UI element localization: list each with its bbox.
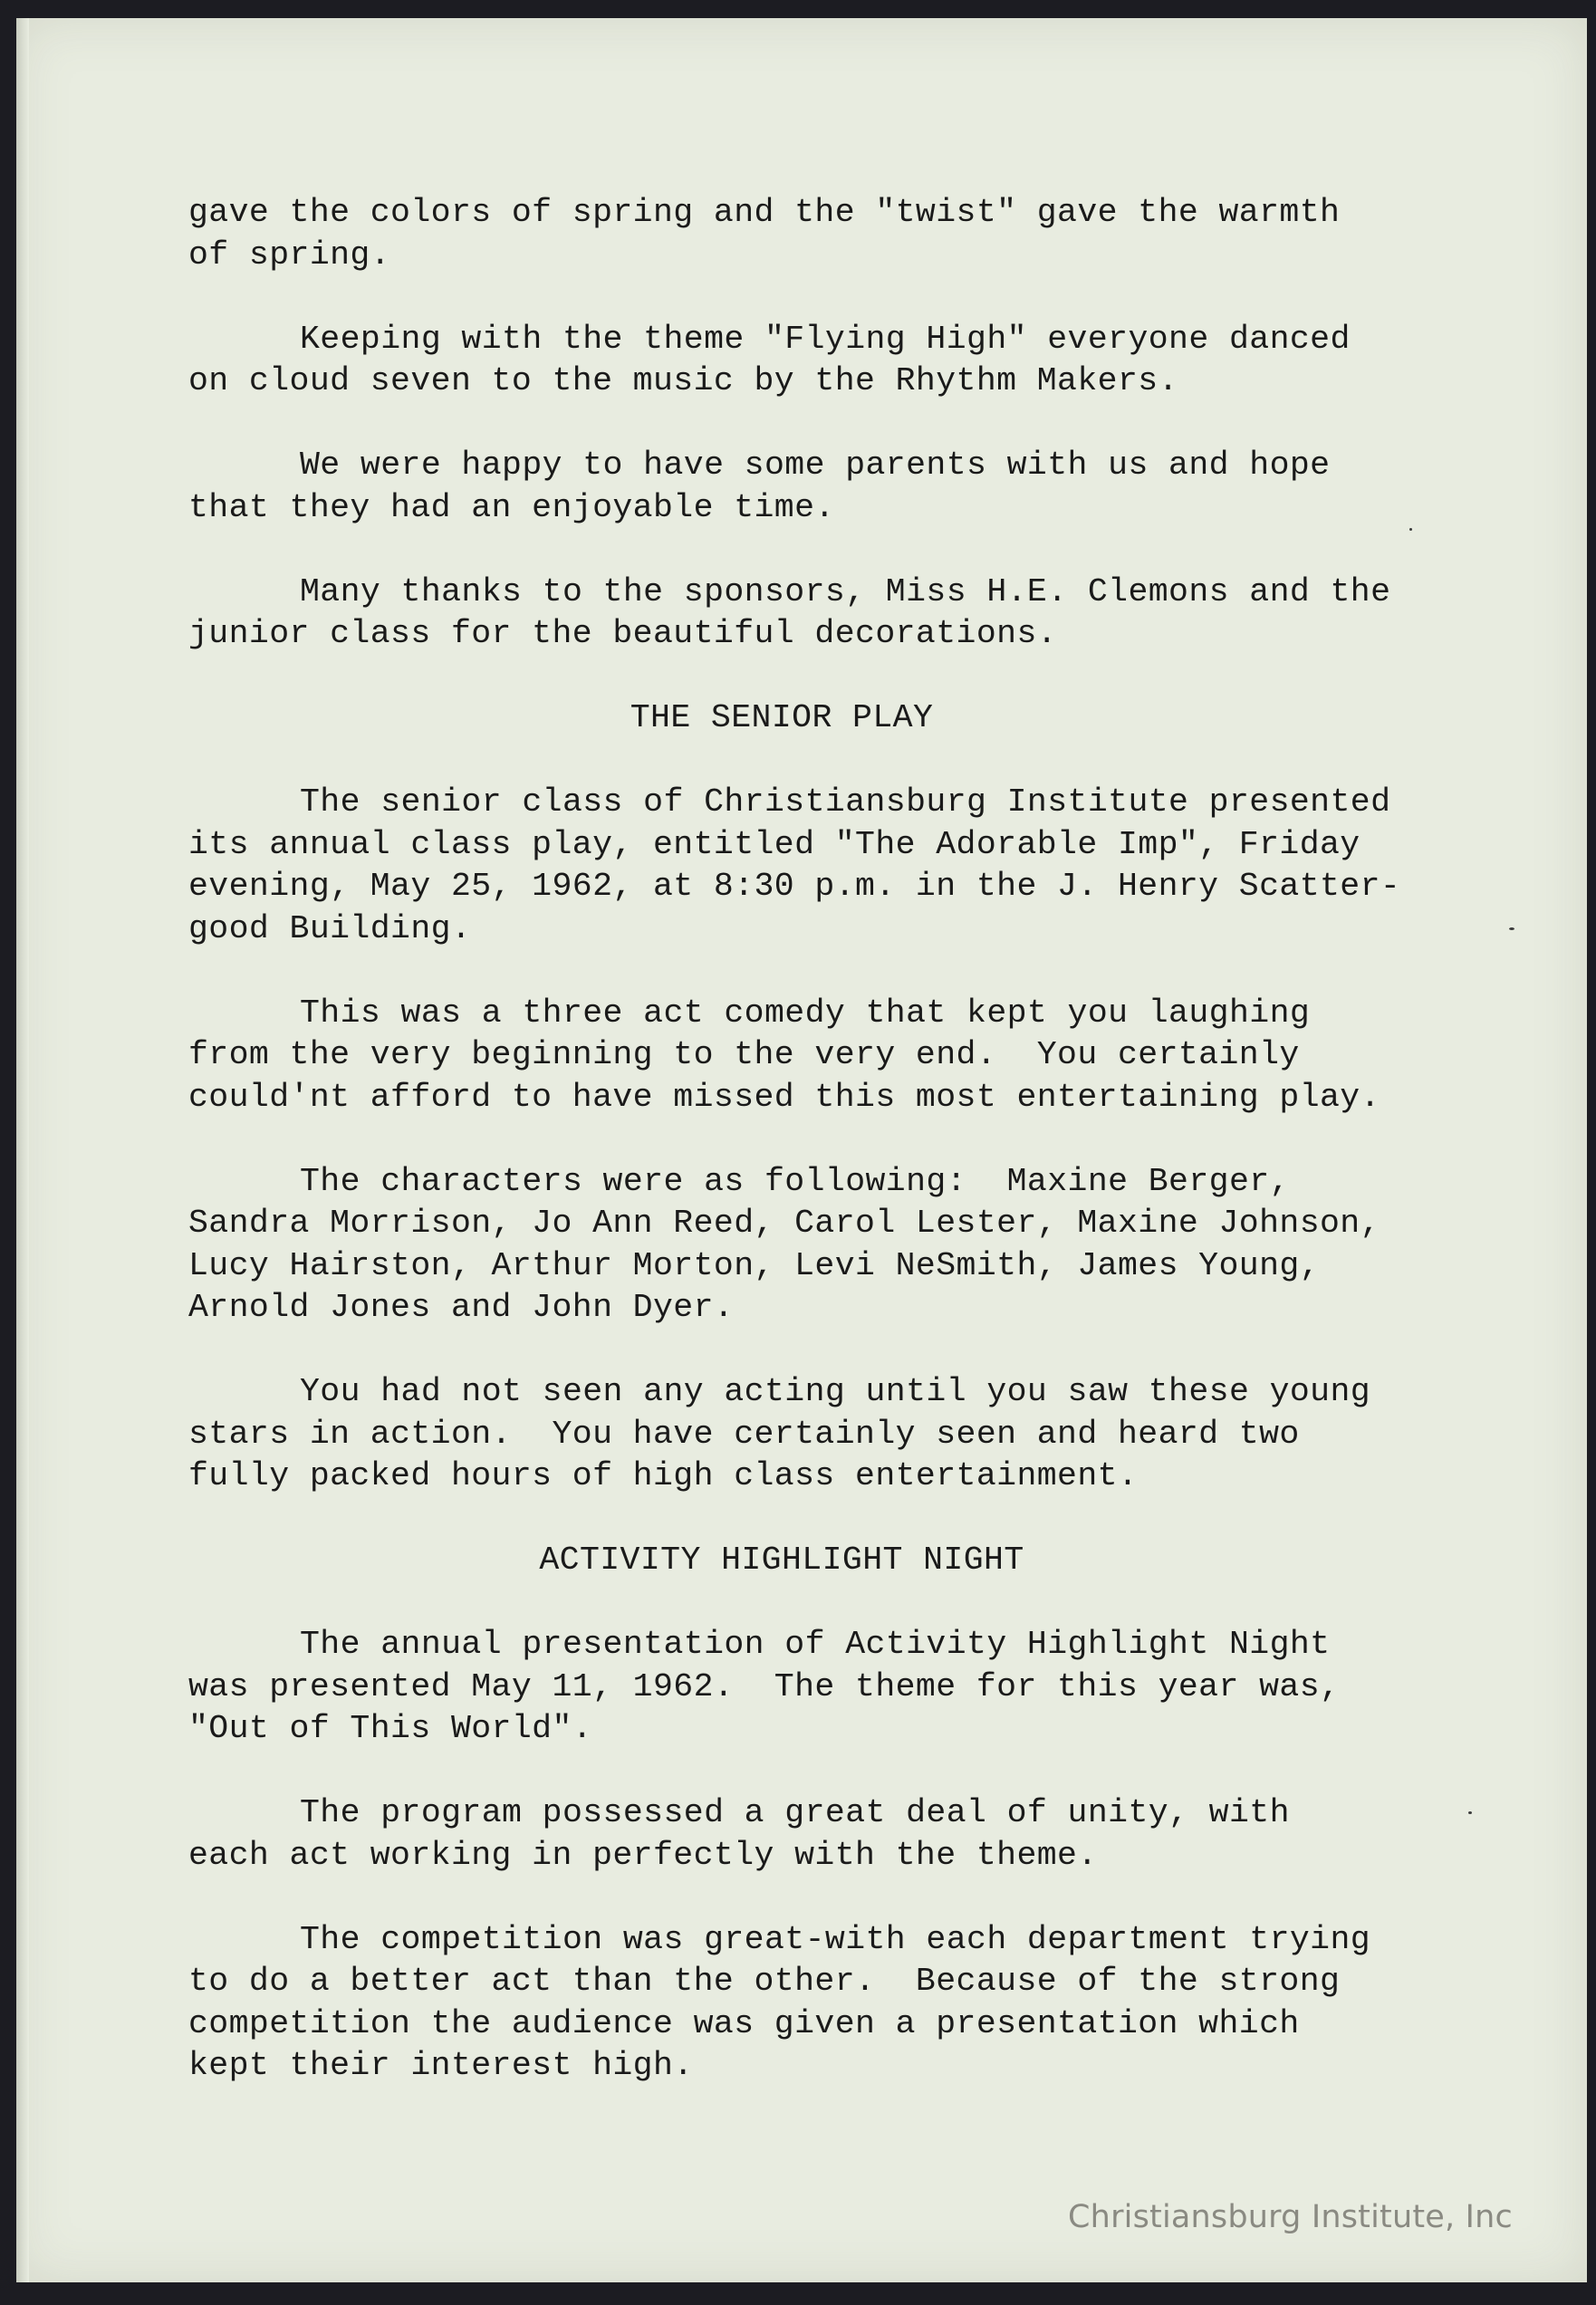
page-speck — [1409, 528, 1412, 531]
paragraph-characters: The characters were as following: Maxine Berger, Sandra Morrison, Jo Ann Reed, Carol Lester, Maxine Johnson, Lucy Hairston, Arthur Morton, Levi NeSmith, James Young, Arnold Jones and John Dyer. — [188, 1162, 1380, 1326]
watermark-text: Christiansburg Institute, Inc — [1068, 2199, 1513, 2235]
page-speck — [1509, 927, 1514, 930]
page-speck — [1468, 1811, 1472, 1814]
heading-senior-play: THE SENIOR PLAY — [630, 699, 934, 736]
paragraph-thanks-sponsors: Many thanks to the sponsors, Miss H.E. Clemons and the junior class for the beautiful decorations. — [188, 572, 1391, 652]
paragraph-activity-intro: The annual presentation of Activity Highlight Night was presented May 11, 1962. The theme for this year was, "Out of This World". — [188, 1626, 1341, 1747]
paragraph-program-unity: The program possessed a great deal of unity, with each act working in perfectly with the theme. — [188, 1794, 1290, 1874]
paragraph-flying-high: Keeping with the theme "Flying High" everyone danced on cloud seven to the music by the Rhythm Makers. — [188, 320, 1351, 399]
document-page — [16, 18, 1587, 2282]
paragraph-senior-play-intro: The senior class of Christiansburg Institute presented its annual class play, entitled "The Adorable Imp", Friday evening, May 25, 1962, at 8:30 p.m. in the J. Henry Scatter- good Building. — [188, 783, 1401, 947]
heading-activity-highlight-night: ACTIVITY HIGHLIGHT NIGHT — [539, 1541, 1024, 1579]
paragraph-acting: You had not seen any acting until you saw these young stars in action. You have certainly seen and heard two fully packed hours of high class entertainment. — [188, 1373, 1371, 1494]
page-binding-edge — [16, 18, 29, 2282]
document-body — [188, 192, 1529, 2129]
paragraph-competition: The competition was great-with each department trying to do a better act than the other. Because of the strong competition the audience was given a presentation which kept their interest high. — [188, 1920, 1371, 2084]
paragraph-three-act-comedy: This was a three act comedy that kept you laughing from the very beginning to the very end. You certainly could'nt afford to have missed this most entertaining play. — [188, 994, 1380, 1116]
paragraph-spring-colors: gave the colors of spring and the "twist" gave the warmth of spring. — [188, 194, 1341, 274]
paragraph-parents: We were happy to have some parents with us and hope that they had an enjoyable time. — [188, 447, 1331, 526]
